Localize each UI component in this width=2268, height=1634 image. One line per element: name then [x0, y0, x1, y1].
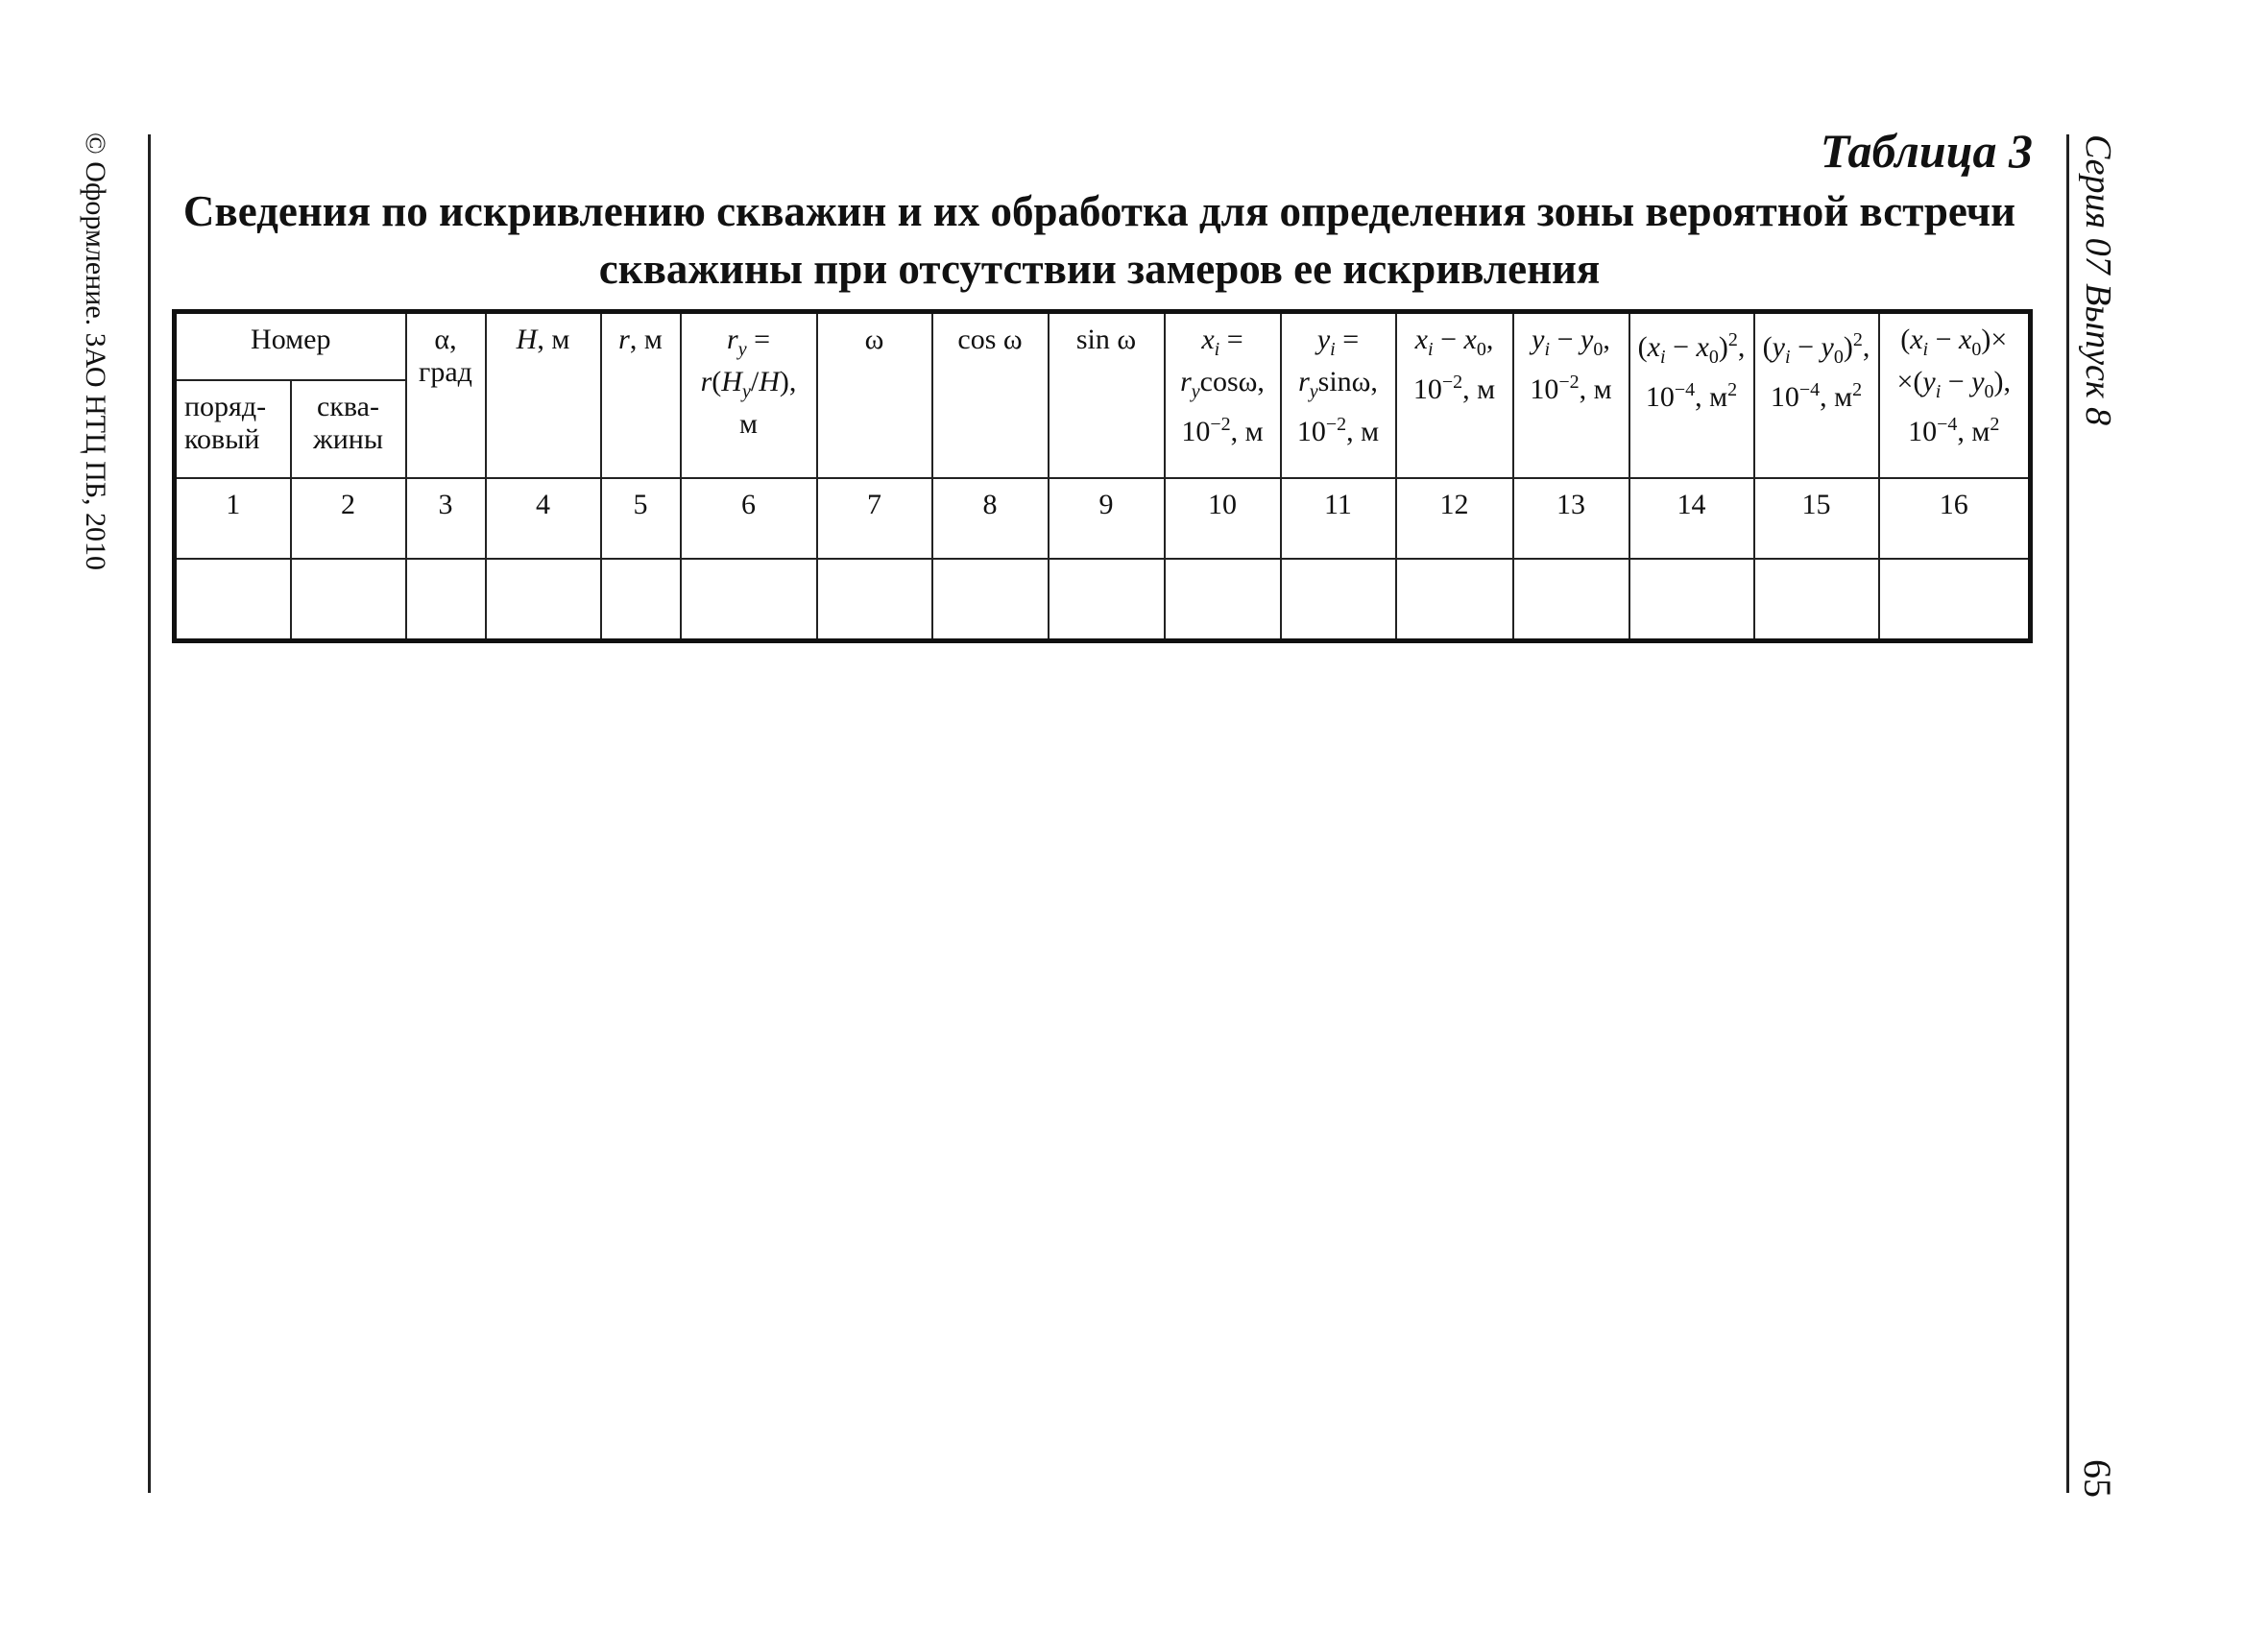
empty-cell	[1629, 559, 1754, 641]
left-margin-rule	[148, 134, 151, 1493]
empty-cell	[175, 559, 291, 641]
header-dy: $y_i - y_0$, $10^{-2}$, м	[1513, 312, 1629, 479]
column-number: 7	[817, 478, 932, 559]
header-r: r, м	[601, 312, 681, 479]
series-label: Серия 07 Выпуск 8	[2078, 134, 2118, 426]
empty-cell	[1513, 559, 1629, 641]
column-number: 6	[681, 478, 817, 559]
column-number: 3	[406, 478, 486, 559]
column-number: 1	[175, 478, 291, 559]
column-number: 4	[486, 478, 601, 559]
page-number: 65	[2076, 1459, 2119, 1498]
empty-data-row	[175, 559, 2031, 641]
column-number: 16	[1879, 478, 2031, 559]
copyright-note: © Оформление. ЗАО НТЦ ПБ, 2010	[80, 132, 111, 571]
empty-cell	[406, 559, 486, 641]
column-number: 2	[291, 478, 406, 559]
empty-cell	[1049, 559, 1165, 641]
column-number: 12	[1396, 478, 1513, 559]
empty-cell	[817, 559, 932, 641]
header-cos: cos ω	[932, 312, 1049, 479]
header-yi: $y_i$ = $r_y\sin\omega$, $10^{-2}$, м	[1281, 312, 1396, 479]
header-number-group: Номер	[175, 312, 406, 381]
column-number: 15	[1754, 478, 1879, 559]
header-row-1	[175, 312, 2031, 381]
column-number: 8	[932, 478, 1049, 559]
column-number: 11	[1281, 478, 1396, 559]
header-alpha: α, град	[406, 312, 486, 479]
empty-cell	[1396, 559, 1513, 641]
header-xi: $x_i$ = $r_y\cos\omega$, $10^{-2}$, м	[1165, 312, 1281, 479]
column-number: 9	[1049, 478, 1165, 559]
right-margin-rule	[2066, 134, 2069, 1493]
header-well: сква- жины	[291, 380, 406, 478]
header-ordinal: поряд- ковый	[175, 380, 291, 478]
header-sin: sin ω	[1049, 312, 1165, 479]
column-number: 10	[1165, 478, 1281, 559]
header-h: H, м	[486, 312, 601, 479]
title-line-1: Сведения по искривлению скважин и их обработка для определения зоны вероятной встречи	[182, 187, 2016, 235]
empty-cell	[1165, 559, 1281, 641]
empty-cell	[1281, 559, 1396, 641]
header-omega: ω	[817, 312, 932, 479]
data-table	[172, 309, 2033, 643]
column-number: 13	[1513, 478, 1629, 559]
empty-cell	[681, 559, 817, 641]
empty-cell	[1754, 559, 1879, 641]
empty-cell	[291, 559, 406, 641]
empty-cell	[932, 559, 1049, 641]
column-number: 5	[601, 478, 681, 559]
header-dxdy: $(x_i - x_0)\times$ $\times(y_i - y_0)$, $10^{-4}$, $м^2$	[1879, 312, 2031, 479]
empty-cell	[601, 559, 681, 641]
empty-cell	[486, 559, 601, 641]
empty-cell	[1879, 559, 2031, 641]
header-dx2: $(x_i - x_0)^2$, $10^{-4}$, $м^2$	[1629, 312, 1754, 479]
header-dy2: $(y_i - y_0)^2$, $10^{-4}$, $м^2$	[1754, 312, 1879, 479]
header-ry: $r_y$ = $r(H_y/H)$, м	[681, 312, 817, 479]
title-line-2: скважины при отсутствии замеров ее искривления	[598, 245, 1601, 293]
table-label: Таблица 3	[1820, 124, 2033, 178]
column-number-row	[175, 478, 2031, 559]
document-title	[173, 182, 2026, 298]
header-dx: $x_i - x_0$, $10^{-2}$, м	[1396, 312, 1513, 479]
column-number: 14	[1629, 478, 1754, 559]
